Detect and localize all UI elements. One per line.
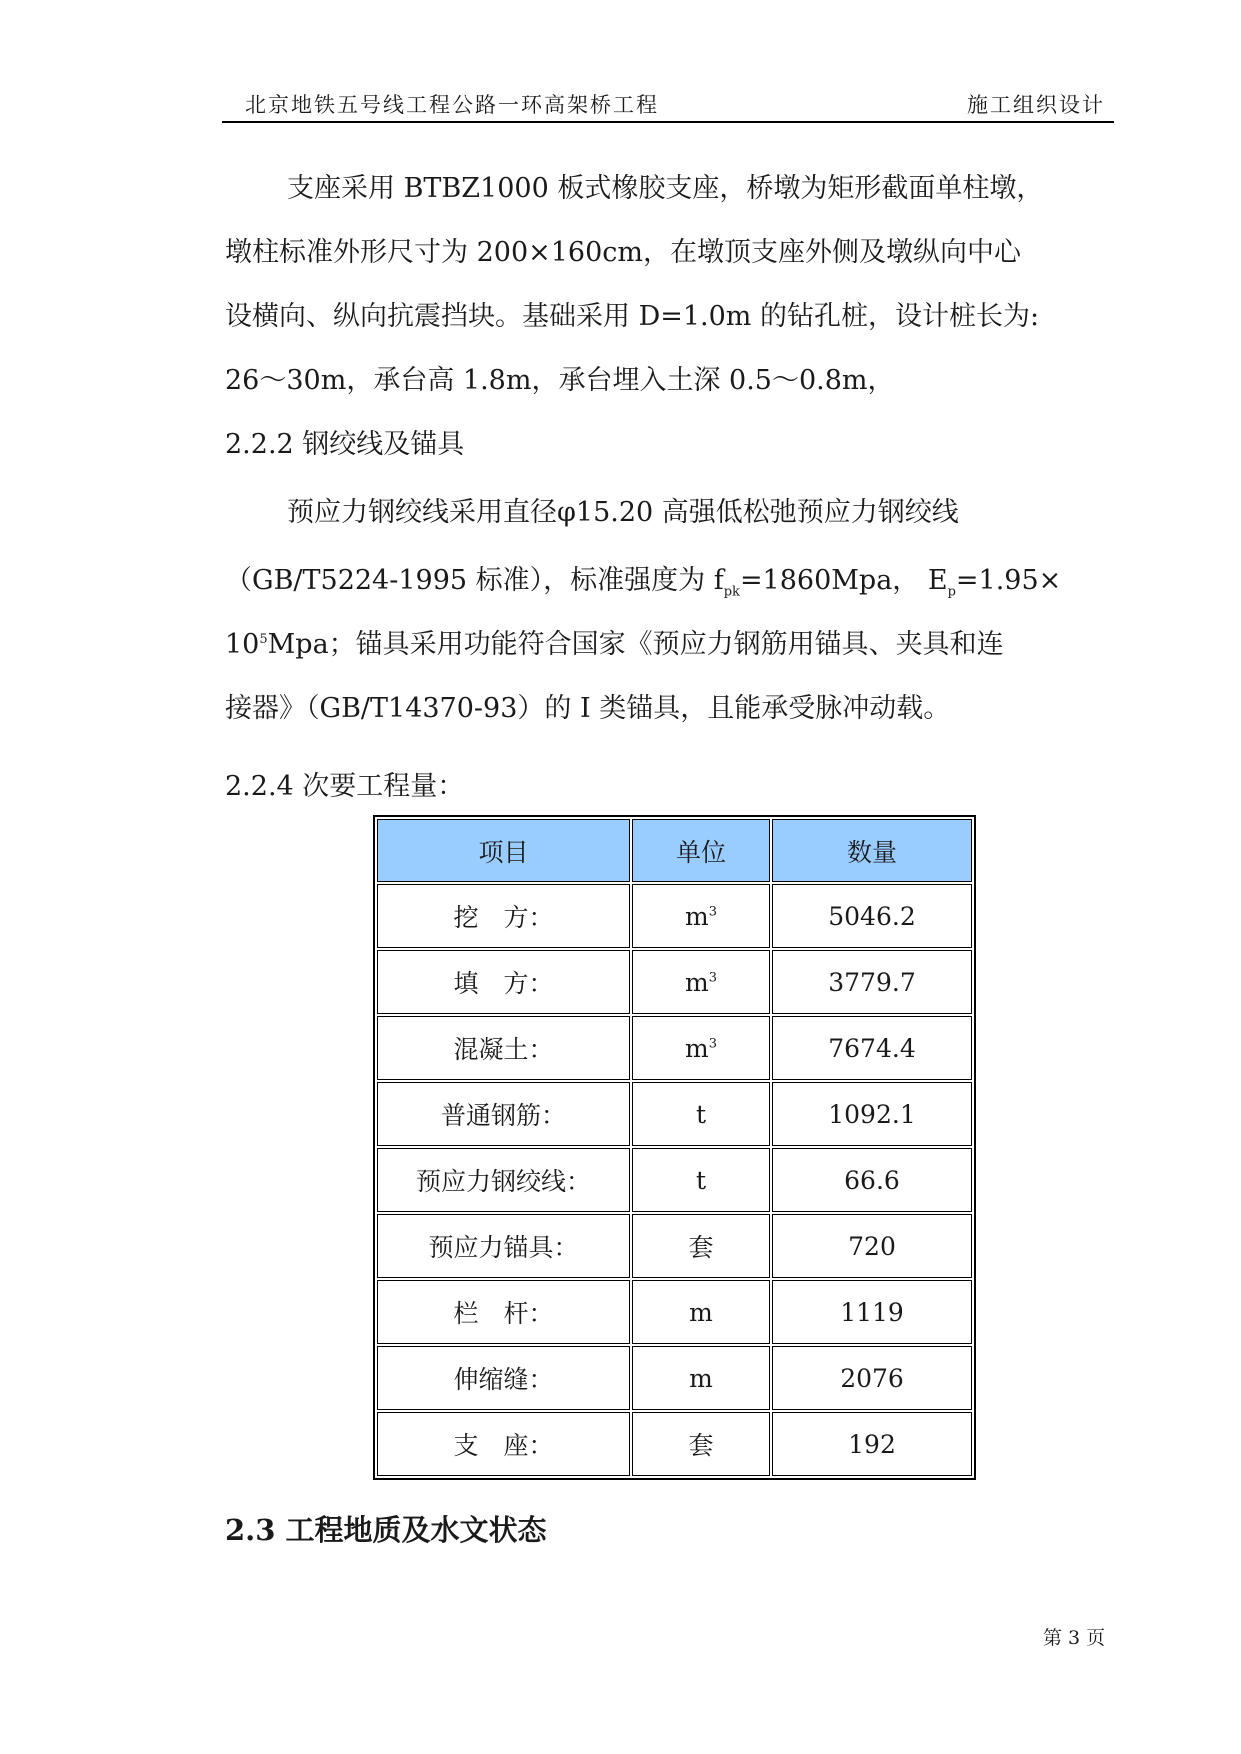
text-run: （GB/T5224-1995 标准），标准强度为 f <box>225 565 724 596</box>
cell-item: 普通钢筋： <box>377 1082 630 1146</box>
table-row <box>377 1346 972 1410</box>
unit-text: m <box>685 967 709 997</box>
cell-unit <box>632 1280 770 1344</box>
paragraph-line: 支座采用 BTBZ1000 板式橡胶支座，桥墩为矩形截面单柱墩， <box>287 173 1044 204</box>
cell-item: 预应力钢绞线： <box>377 1148 630 1212</box>
cell-quantity: 192 <box>772 1412 972 1476</box>
paragraph-line <box>225 622 1004 661</box>
unit-superscript: 3 <box>708 904 717 920</box>
page-number: 第 3 页 <box>1043 1627 1106 1649</box>
cell-quantity: 7674.4 <box>772 1016 972 1080</box>
unit-superscript: 3 <box>708 1036 717 1052</box>
table-header-row <box>377 819 972 882</box>
table-row <box>377 1280 972 1344</box>
text-run: Mpa；锚具采用功能符合国家《预应力钢筋用锚具、夹具和连 <box>267 629 1004 660</box>
cell-quantity: 1092.1 <box>772 1082 972 1146</box>
cell-unit <box>632 1412 770 1476</box>
superscript: 5 <box>259 632 268 647</box>
section-heading-2-2-4: 2.2.4 次要工程量： <box>225 771 465 802</box>
cell-item: 挖 方： <box>377 884 630 948</box>
paragraph-line <box>225 558 1061 599</box>
paragraph-line: 设横向、纵向抗震挡块。基础采用 D=1.0m 的钻孔桩，设计桩长为: <box>225 301 1040 332</box>
cell-item: 填 方： <box>377 950 630 1014</box>
paragraph-line: 接器》（GB/T14370-93）的 I 类锚具，且能承受脉冲动载。 <box>225 693 951 724</box>
header-divider <box>222 121 1114 123</box>
cell-quantity: 2076 <box>772 1346 972 1410</box>
table-row <box>377 1214 972 1278</box>
paragraph-line: 预应力钢绞线采用直径φ15.20 高强低松弛预应力钢绞线 <box>287 497 959 528</box>
cell-unit <box>632 1082 770 1146</box>
table-row <box>377 884 972 948</box>
column-header-quantity: 数量 <box>772 819 972 882</box>
unit-text: 套 <box>688 1431 714 1460</box>
text-run: =1860Mpa， E <box>739 565 948 596</box>
cell-quantity: 66.6 <box>772 1148 972 1212</box>
unit-text: m <box>689 1297 713 1327</box>
table-row <box>377 1412 972 1476</box>
subscript: pk <box>723 584 740 600</box>
cell-item: 栏 杆： <box>377 1280 630 1344</box>
cell-item: 混凝土： <box>377 1016 630 1080</box>
section-heading-2-2-2: 2.2.2 钢绞线及锚具 <box>225 429 465 460</box>
subscript: p <box>947 584 956 600</box>
cell-unit <box>632 1016 770 1080</box>
paragraph-line: 26～30m，承台高 1.8m，承台埋入土深 0.5～0.8m， <box>225 365 895 396</box>
table-row <box>377 950 972 1014</box>
unit-text: m <box>685 1033 709 1063</box>
cell-unit <box>632 1214 770 1278</box>
unit-superscript: 3 <box>708 970 717 986</box>
header-project-title: 北京地铁五号线工程公路一环高架桥工程 <box>245 93 659 117</box>
cell-item: 伸缩缝： <box>377 1346 630 1410</box>
table-row <box>377 1082 972 1146</box>
quantity-table <box>373 815 976 1480</box>
cell-quantity: 5046.2 <box>772 884 972 948</box>
header-document-type: 施工组织设计 <box>967 93 1105 117</box>
text-run: =1.95× <box>955 565 1062 596</box>
unit-text: 套 <box>688 1233 714 1262</box>
cell-unit <box>632 884 770 948</box>
cell-item: 支 座： <box>377 1412 630 1476</box>
quantity-table-wrapper <box>373 815 976 1480</box>
cell-unit <box>632 1148 770 1212</box>
cell-quantity: 3779.7 <box>772 950 972 1014</box>
unit-text: m <box>689 1363 713 1393</box>
cell-unit <box>632 950 770 1014</box>
text-run: 10 <box>225 629 260 660</box>
cell-quantity: 720 <box>772 1214 972 1278</box>
unit-text: m <box>685 901 709 931</box>
table-row <box>377 1016 972 1080</box>
section-heading-2-3: 2.3 工程地质及水文状态 <box>225 1513 547 1547</box>
cell-item: 预应力锚具： <box>377 1214 630 1278</box>
cell-quantity: 1119 <box>772 1280 972 1344</box>
unit-text: t <box>695 1099 707 1129</box>
unit-text: t <box>695 1165 707 1195</box>
cell-unit <box>632 1346 770 1410</box>
paragraph-line: 墩柱标准外形尺寸为 200×160cm，在墩顶支座外侧及墩纵向中心 <box>225 237 1021 268</box>
table-row <box>377 1148 972 1212</box>
column-header-unit: 单位 <box>632 819 770 882</box>
column-header-item: 项目 <box>377 819 630 882</box>
